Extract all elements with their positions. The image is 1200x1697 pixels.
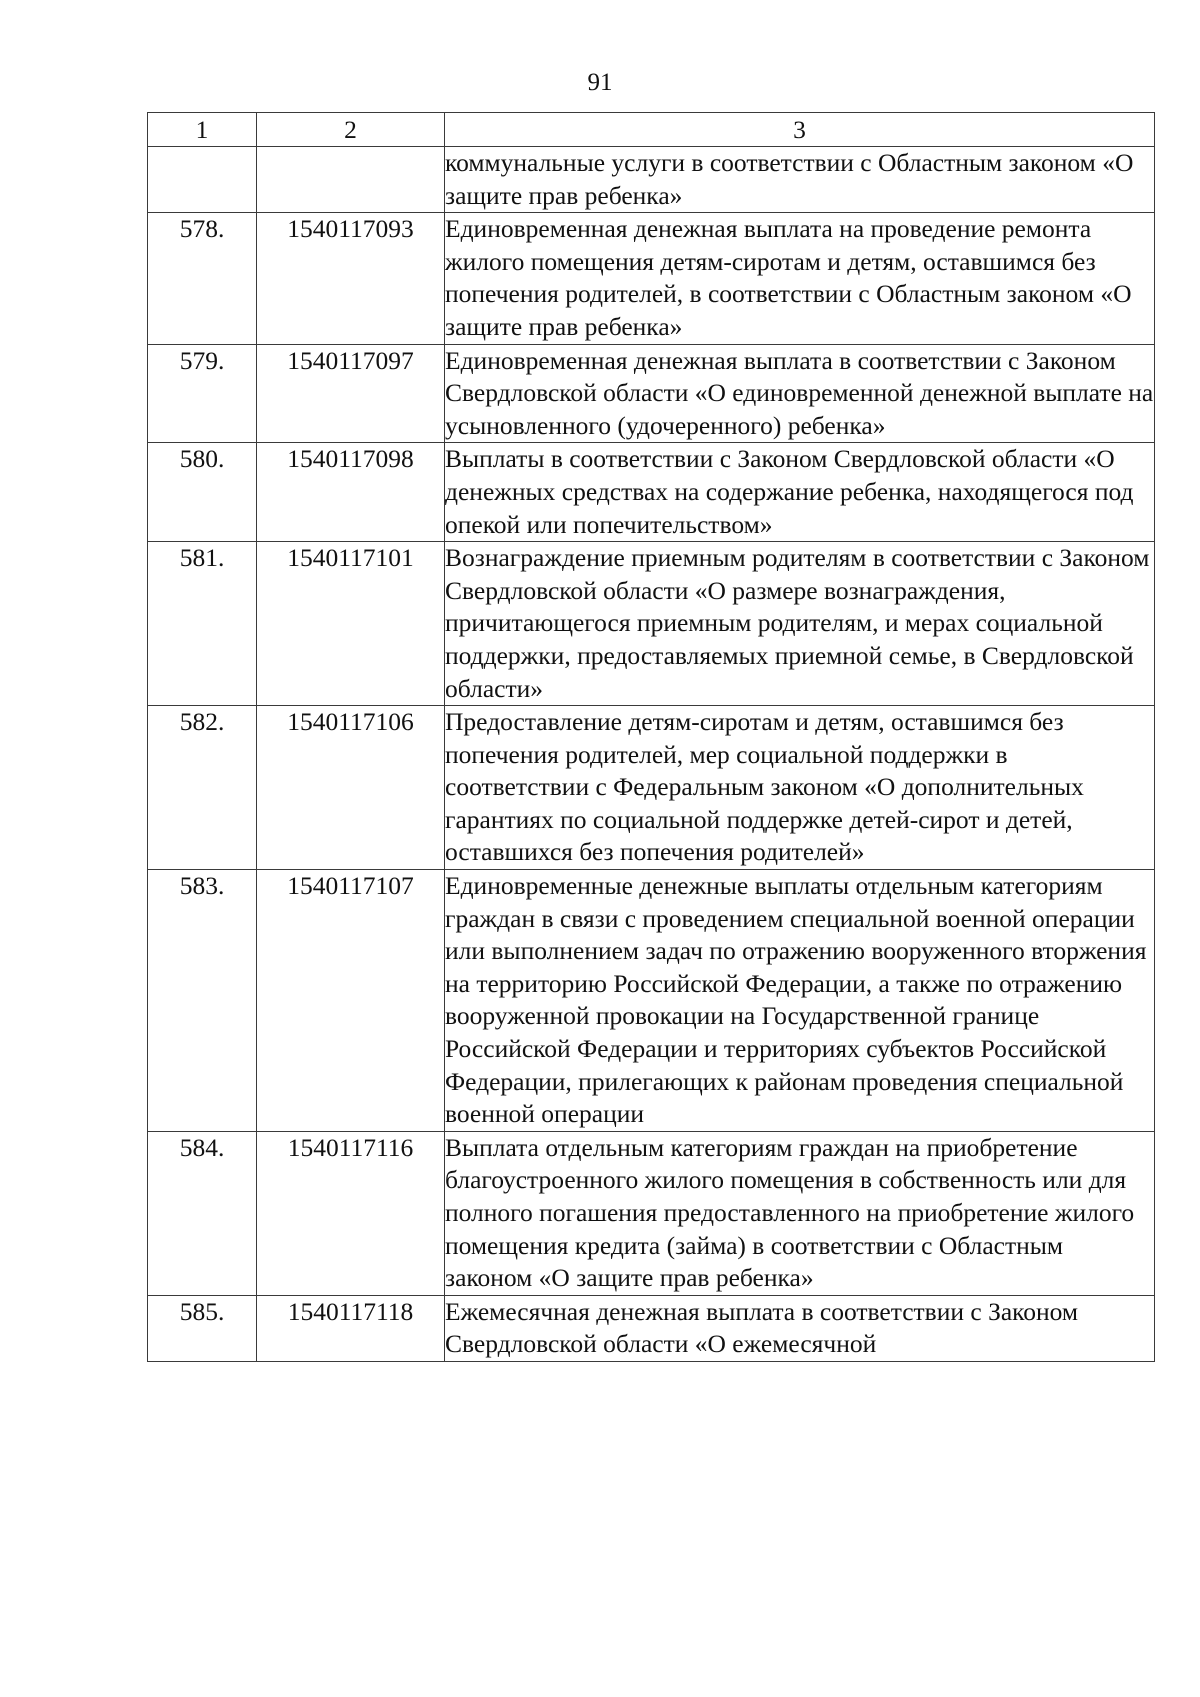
row-number: [148, 147, 257, 213]
table-row: [148, 213, 1155, 344]
row-number: 578.: [148, 213, 257, 344]
table-row: [148, 870, 1155, 1132]
row-description: Единовременная денежная выплата в соответствии с Законом Свердловской области «О единовременной денежной выплате на усыновленного (удочеренного) ребенка»: [445, 344, 1155, 443]
row-description: Выплата отдельным категориям граждан на приобретение благоустроенного жилого помещения в собственность или для полного погашения предоставленного на приобретение жилого помещения кредита (займа) в соответствии с Областным законом «О защите прав ребенка»: [445, 1131, 1155, 1295]
row-description: Единовременные денежные выплаты отдельным категориям граждан в связи с проведением специальной военной операции или выполнением задач по отражению вооруженного вторжения на территорию Российской Федерации, а также по отражению вооруженной провокации на Государственной границе Российской Федерации и территориях субъектов Российской Федерации, прилегающих к районам проведения специальной военной операции: [445, 870, 1155, 1132]
row-code: 1540117118: [257, 1295, 445, 1361]
page-number: 91: [587, 69, 613, 96]
row-description: коммунальные услуги в соответствии с Областным законом «О защите прав ребенка»: [445, 147, 1155, 213]
table-header-row: [148, 113, 1155, 147]
row-number: 580.: [148, 443, 257, 542]
table-row: [148, 1295, 1155, 1361]
row-number: 585.: [148, 1295, 257, 1361]
row-code: 1540117093: [257, 213, 445, 344]
row-description: Вознаграждение приемным родителям в соответствии с Законом Свердловской области «О размере вознаграждения, причитающегося приемным родителям, и мерах социальной поддержки, предоставляемых приемной семье, в Свердловской области»: [445, 542, 1155, 706]
table-row: [148, 344, 1155, 443]
row-code: 1540117106: [257, 706, 445, 870]
row-code: [257, 147, 445, 213]
column-header-code: 2: [257, 113, 445, 147]
row-code: 1540117098: [257, 443, 445, 542]
row-description: Ежемесячная денежная выплата в соответствии с Законом Свердловской области «О ежемесячной: [445, 1295, 1155, 1361]
row-code: 1540117097: [257, 344, 445, 443]
table-row: [148, 1131, 1155, 1295]
row-number: 582.: [148, 706, 257, 870]
row-code: 1540117116: [257, 1131, 445, 1295]
row-number: 584.: [148, 1131, 257, 1295]
table-row: [148, 706, 1155, 870]
table-row: [148, 542, 1155, 706]
row-number: 583.: [148, 870, 257, 1132]
row-code: 1540117101: [257, 542, 445, 706]
row-code: 1540117107: [257, 870, 445, 1132]
row-description: Единовременная денежная выплата на проведение ремонта жилого помещения детям-сиротам и детям, оставшимся без попечения родителей, в соответствии с Областным законом «О защите прав ребенка»: [445, 213, 1155, 344]
table-row: [148, 443, 1155, 542]
budget-codes-table: [147, 112, 1155, 1362]
row-description: Выплаты в соответствии с Законом Свердловской области «О денежных средствах на содержание ребенка, находящегося под опекой или попечительством»: [445, 443, 1155, 542]
row-number: 581.: [148, 542, 257, 706]
row-number: 579.: [148, 344, 257, 443]
column-header-description: 3: [445, 113, 1155, 147]
column-header-number: 1: [148, 113, 257, 147]
row-description: Предоставление детям-сиротам и детям, оставшимся без попечения родителей, мер социальной поддержки в соответствии с Федеральным законом «О дополнительных гарантиях по социальной поддержке детей-сирот и детей, оставшихся без попечения родителей»: [445, 706, 1155, 870]
table-row: [148, 147, 1155, 213]
